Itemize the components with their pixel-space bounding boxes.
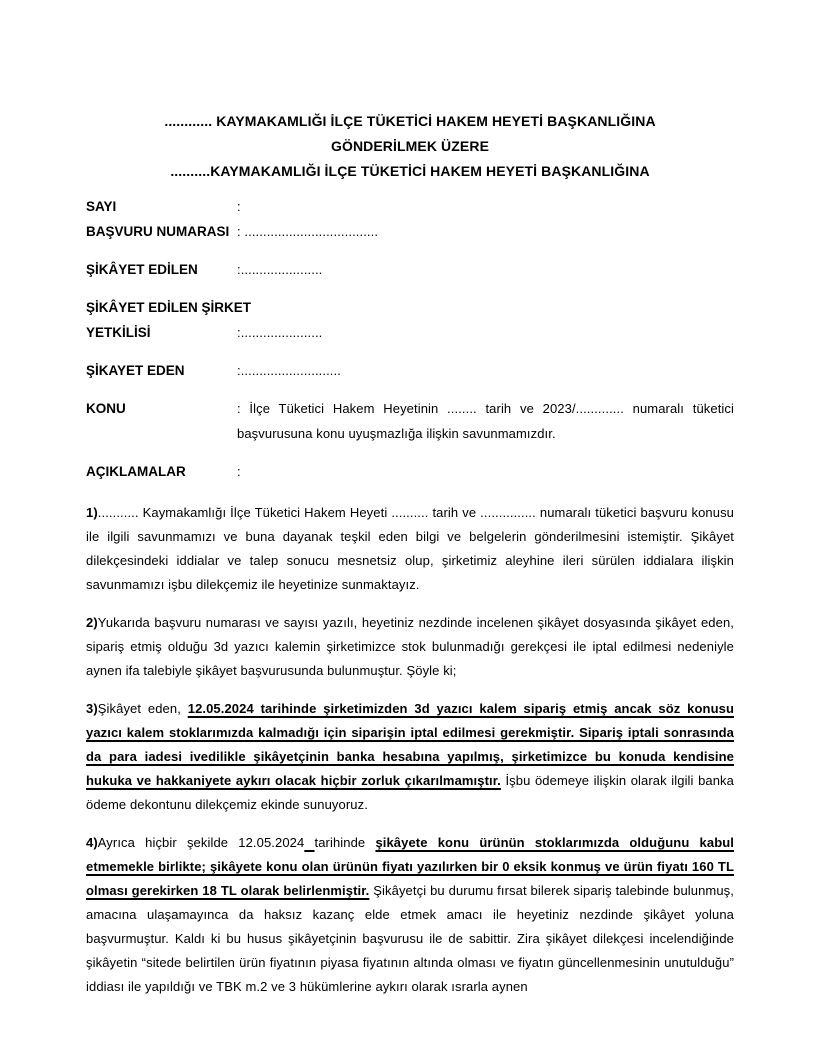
field-row xyxy=(86,194,734,219)
field-row xyxy=(86,358,734,383)
body-paragraphs xyxy=(86,501,734,999)
text-run: Yukarıda başvuru numarası ve sayısı yazılı, heyetiniz nezdinde incelenen şikâyet dosyasında şikâyet eden, sipariş etmiş olduğu 3d yazıcı kalemin şirketimizce stok bulunmadığı gerekçesi ile iptal edilmesi nedeniyle aynen ifa talebiyle şikâyet başvurusunda bulunmuştur. Şöyle ki; xyxy=(86,615,734,678)
text-run: 1) xyxy=(86,505,98,520)
text-run: şikâyete konu ürünün stoklarımızda olduğunu kabul etmemekle birlikte; şikâyete konu olan ürünün fiyatı yazılırken bir 0 eksik konmuş ve ürün fiyatı 160 TL olması gerekirken 18 TL olarak belirlenmiştir. xyxy=(86,835,734,898)
title-line-2: GÖNDERİLMEK ÜZERE xyxy=(330,138,490,154)
paragraph xyxy=(86,831,734,999)
field-value: :........................... xyxy=(237,363,341,378)
field-group xyxy=(86,257,734,282)
field-row xyxy=(86,295,734,320)
field-group xyxy=(86,459,734,484)
field-label: YETKİLİSİ xyxy=(86,325,151,340)
field-value: : xyxy=(237,199,241,214)
text-run: Şikâyet eden, xyxy=(97,701,188,716)
text-run: tarihinde xyxy=(314,835,376,850)
field-label: ŞİKAYET EDEN xyxy=(86,363,185,378)
field-group xyxy=(86,295,734,345)
paragraph xyxy=(86,697,734,817)
field-label: ŞİKÂYET EDİLEN xyxy=(86,262,198,277)
text-run: Ayrıca hiçbir şekilde 12.05.2024 xyxy=(97,835,305,850)
field-group xyxy=(86,194,734,244)
field-label: KONU xyxy=(86,401,126,416)
text-run: İşbu ödemeye ilişkin olarak ilgili banka ödeme dekontunu dilekçemiz ekinde sunuyoruz. xyxy=(86,773,734,812)
field-value: :...................... xyxy=(237,325,323,340)
field-label: SAYI xyxy=(86,199,117,214)
text-run: 12.05.2024 tarihinde şirketimizden 3d yazıcı kalem sipariş etmiş ancak söz konusu yazıcı kalem stoklarımızda kalmadığı için siparişin iptal edilmesi gerekmiştir. Sipariş iptali sonrasında da para iadesi ivedilikle şikâyetçinin banka hesabına yapılmış, şirketimizce bu konuda kendisine hukuka ve hakkaniyete aykırı olacak hiçbir zorluk çıkarılmamıştır. xyxy=(86,701,734,788)
title-line-3: ..........KAYMAKAMLIĞI İLÇE TÜKETİCİ HAKEM HEYETİ BAŞKANLIĞINA xyxy=(170,163,650,179)
paragraph xyxy=(86,501,734,597)
field-row xyxy=(86,219,734,244)
field-row xyxy=(86,459,734,484)
document-title-block xyxy=(86,109,734,184)
field-row xyxy=(86,320,734,345)
field-value: : xyxy=(237,464,241,479)
text-run: Şikâyetçi bu durumu fırsat bilerek sipariş talebinde bulunmuş, amacına ulaşamayınca da haksız kazanç elde etmek amacı ile heyetiniz nezdinde şikâyet yoluna başvurmuştur. Kaldı ki bu husus şikâyetçinin başvurusu ile de sabittir. Zira şikâyet dilekçesi incelendiğinde şikâyetin “sitede belirtilen ürün fiyatının piyasa fiyatının altında olması ve fiyatın güncellenmesinin unutulduğu” iddiası ile yapıldığı ve TBK m.2 ve 3 hükümlerine aykırı olarak ısrarla aynen xyxy=(86,883,734,994)
field-label: BAŞVURU NUMARASI xyxy=(86,224,230,239)
field-row xyxy=(86,257,734,282)
field-group xyxy=(86,396,734,446)
field-row xyxy=(86,396,734,446)
field-value: : .................................... xyxy=(237,224,379,239)
text-run: ........... Kaymakamlığı İlçe Tüketici Hakem Heyeti .......... tarih ve ............... numaralı tüketici başvuru konusu ile ilgili savunmamızı ve buna dayanak teşkil eden bilgi ve belgelerin gönderilmesini istemiştir. Şikâyet dilekçesindeki iddialar ve talep sonucu mesnetsiz olup, şirketimiz aleyhine ileri sürülen iddialara ilişkin savunmamızı işbu dilekçemiz ile heyetinize sunmaktayız. xyxy=(86,505,734,592)
paragraph xyxy=(86,611,734,683)
field-label: ŞİKÂYET EDİLEN ŞİRKET xyxy=(86,300,252,315)
title-line-1: ............ KAYMAKAMLIĞI İLÇE TÜKETİCİ HAKEM HEYETİ BAŞKANLIĞINA xyxy=(164,113,656,129)
field-group xyxy=(86,358,734,383)
field-value: :...................... xyxy=(237,262,323,277)
text-run: 2) xyxy=(86,615,98,630)
field-value: : İlçe Tüketici Hakem Heyetinin ........ tarih ve 2023/............. numaralı tüketici başvurusuna konu uyuşmazlığa ilişkin savunmamızdır. xyxy=(237,401,734,441)
text-run: 4) xyxy=(86,835,98,850)
field-list xyxy=(86,194,734,484)
text-run: 3) xyxy=(86,701,98,716)
field-label: AÇIKLAMALAR xyxy=(86,464,186,479)
text-run xyxy=(304,835,314,850)
